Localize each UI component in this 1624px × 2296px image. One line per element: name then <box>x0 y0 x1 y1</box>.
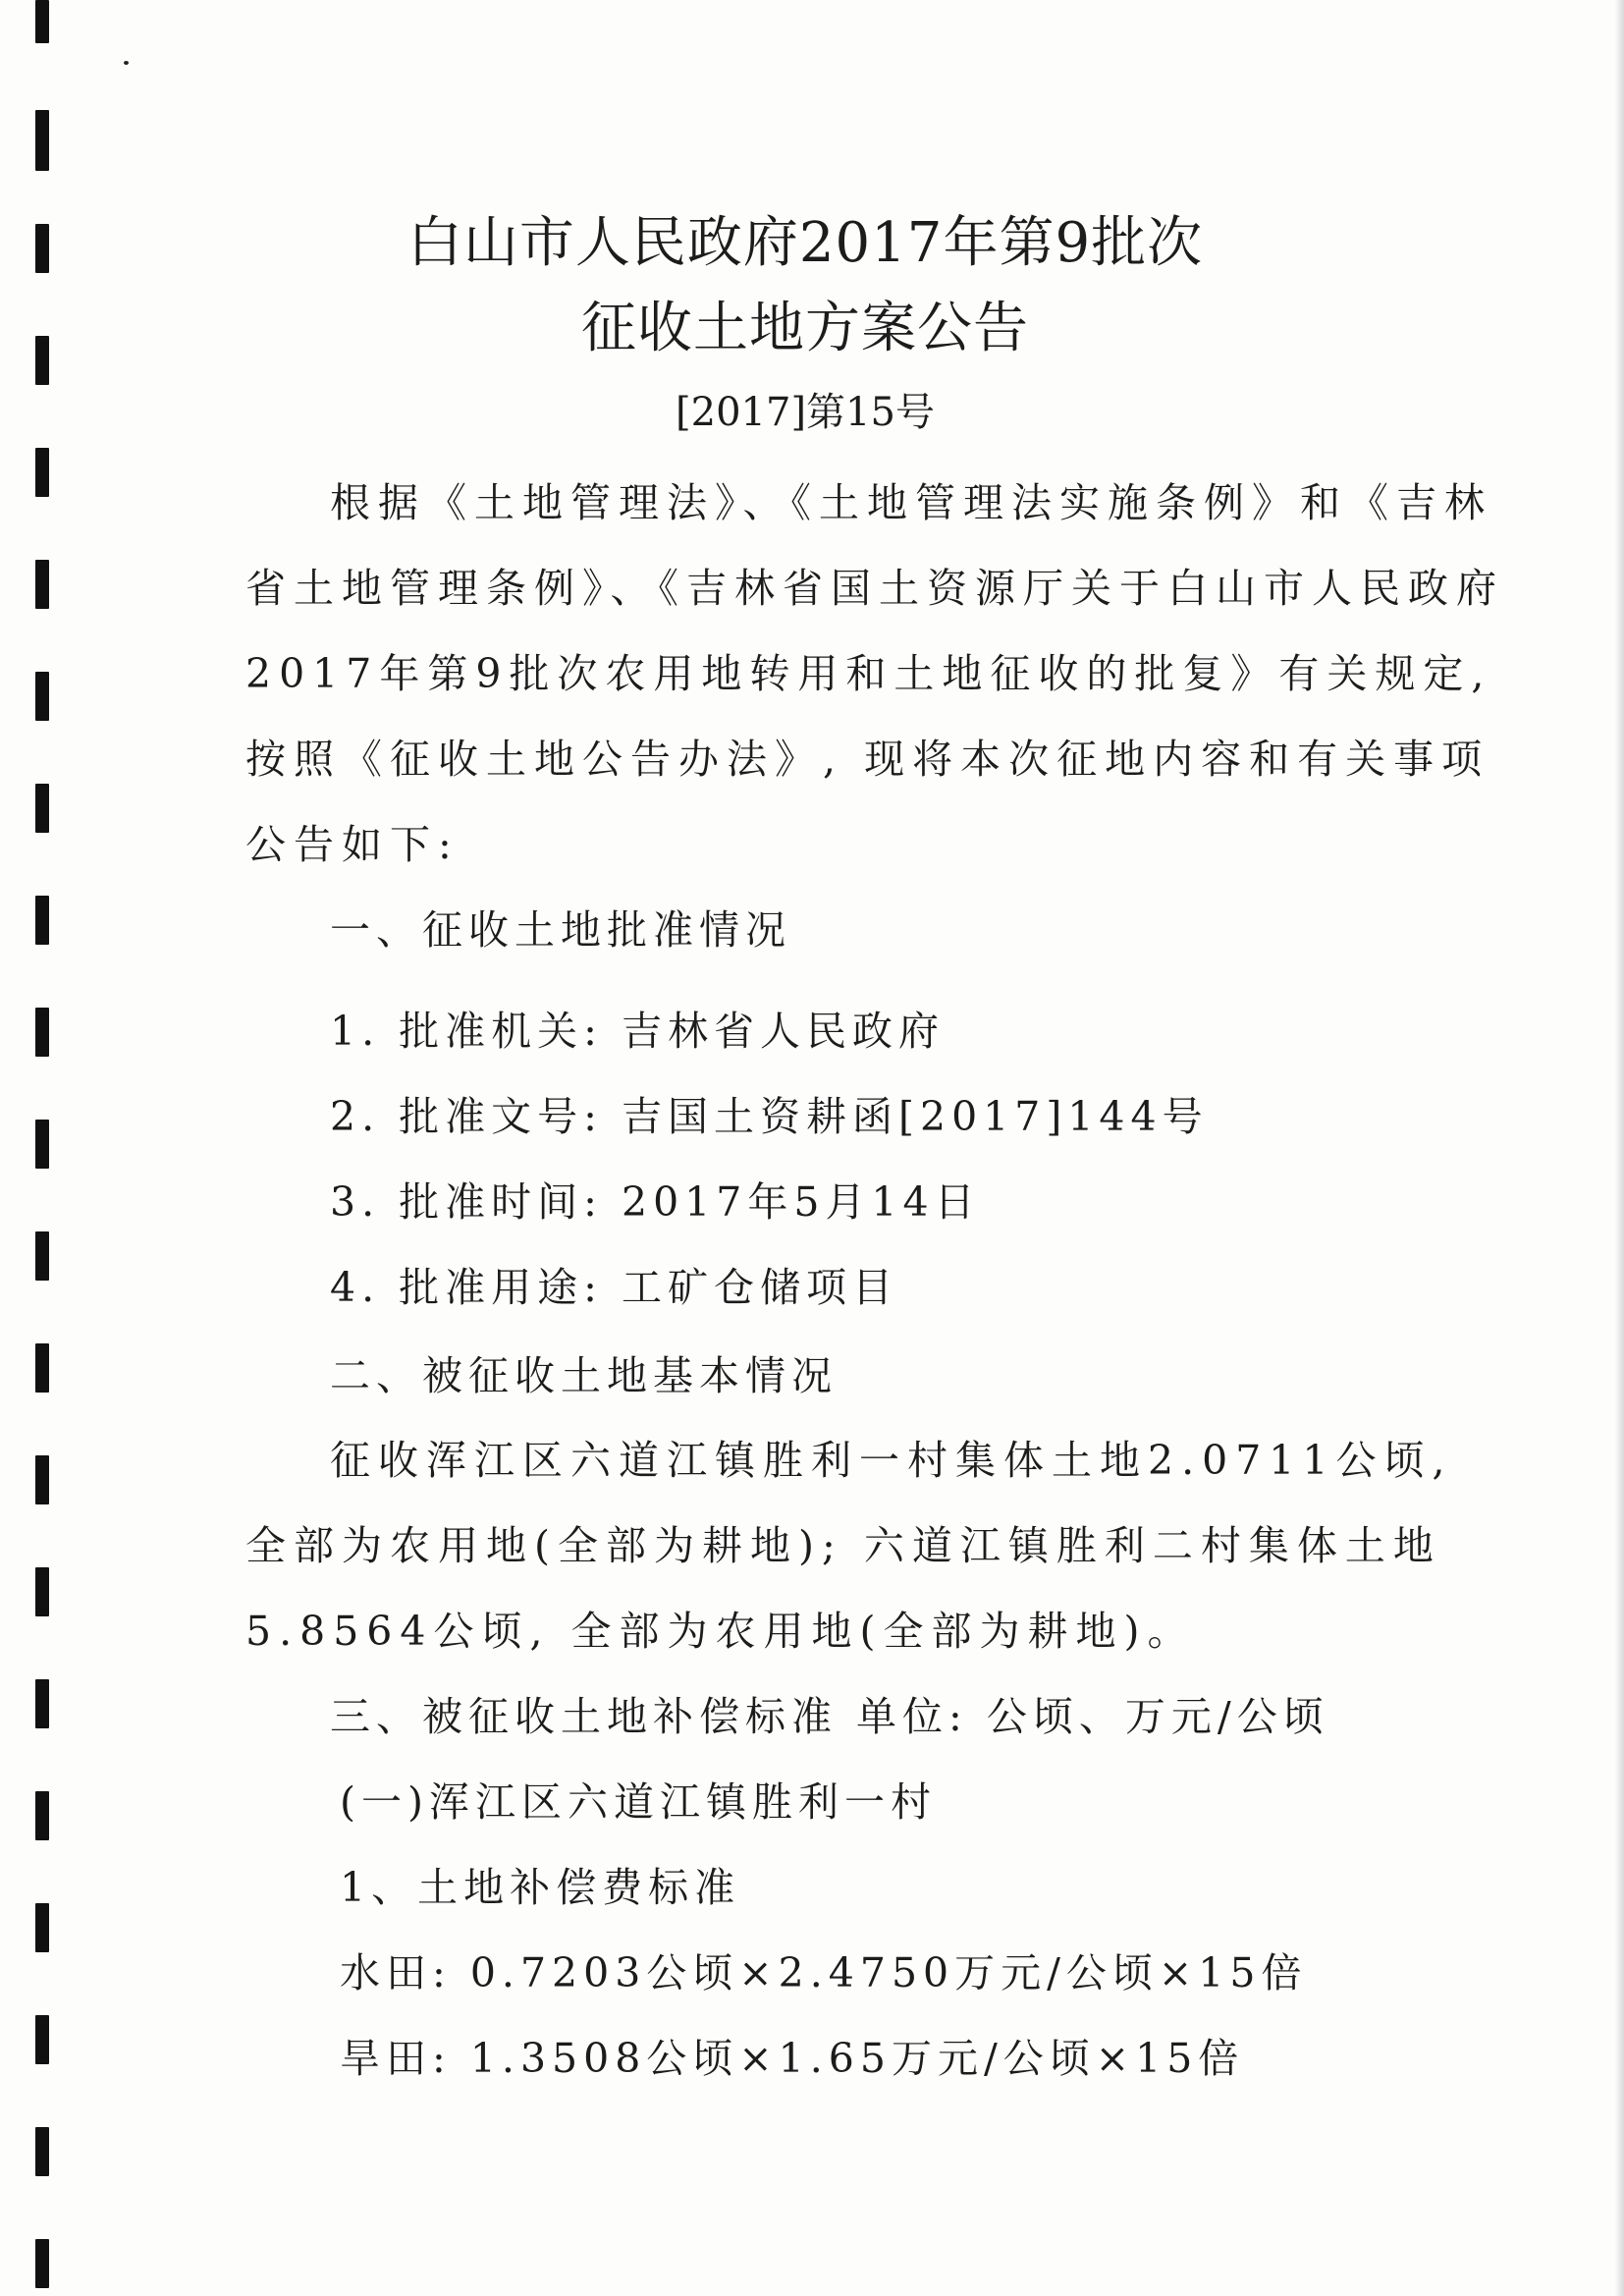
document-number: [2017]第15号 <box>676 390 935 435</box>
binding-mark <box>35 2127 49 2176</box>
binding-mark <box>35 560 49 609</box>
binding-mark <box>35 2239 49 2288</box>
binding-mark <box>35 1679 49 1728</box>
binding-mark <box>35 0 49 43</box>
compensation-item-heading: 1、土地补偿费标准 <box>340 1864 741 1911</box>
section-1-heading: 一、征收土地批准情况 <box>330 906 791 954</box>
village-subheading: (一)浑江区六道江镇胜利一村 <box>340 1778 937 1826</box>
land-info-line: 全部为农用地(全部为耕地); 六道江镇胜利二村集体土地 <box>245 1522 1441 1569</box>
binding-mark <box>35 1791 49 1840</box>
binding-mark <box>35 110 49 171</box>
dry-field-compensation: 旱田: 1.3508公顷×1.65万元/公顷×15倍 <box>340 2035 1245 2082</box>
approval-purpose: 4. 批准用途: 工矿仓储项目 <box>330 1264 898 1311</box>
binding-mark <box>35 1008 49 1057</box>
paddy-field-compensation: 水田: 0.7203公顷×2.4750万元/公顷×15倍 <box>340 1949 1308 1996</box>
land-info-line: 5.8564公顷, 全部为农用地(全部为耕地)。 <box>245 1608 1196 1655</box>
land-info-line: 征收浑江区六道江镇胜利一村集体土地2.0711公顷, <box>330 1437 1453 1484</box>
intro-line: 根据《土地管理法》、《土地管理法实施条例》和《吉林 <box>330 479 1492 526</box>
section-3-heading: 三、被征收土地补偿标准 单位: 公顷、万元/公顷 <box>330 1693 1329 1740</box>
binding-mark <box>35 2015 49 2064</box>
approval-document-number: 2. 批准文号: 吉国土资耕函[2017]144号 <box>330 1093 1209 1140</box>
approval-date: 3. 批准时间: 2017年5月14日 <box>330 1178 981 1226</box>
announcement-title-line-2: 征收土地方案公告 <box>581 297 1029 360</box>
binding-mark <box>35 672 49 721</box>
binding-mark <box>35 1343 49 1393</box>
announcement-title-line-1: 白山市人民政府2017年第9批次 <box>406 211 1204 275</box>
binding-mark <box>35 448 49 497</box>
binding-mark <box>35 1120 49 1169</box>
binding-mark <box>35 1455 49 1504</box>
intro-line: 省土地管理条例》、《吉林省国土资源厅关于白山市人民政府 <box>245 565 1504 612</box>
intro-line: 按照《征收土地公告办法》, 现将本次征地内容和有关事项 <box>245 736 1490 783</box>
binding-mark <box>35 784 49 833</box>
scan-speck <box>124 61 129 65</box>
binding-mark <box>35 1903 49 1952</box>
intro-line: 2017年第9批次农用地转用和土地征收的批复》有关规定, <box>245 650 1492 697</box>
binding-mark <box>35 896 49 945</box>
section-2-heading: 二、被征收土地基本情况 <box>330 1352 838 1399</box>
intro-line: 公告如下: <box>245 821 460 868</box>
binding-mark <box>35 1231 49 1281</box>
binding-mark <box>35 1567 49 1616</box>
approval-authority: 1. 批准机关: 吉林省人民政府 <box>330 1008 945 1055</box>
